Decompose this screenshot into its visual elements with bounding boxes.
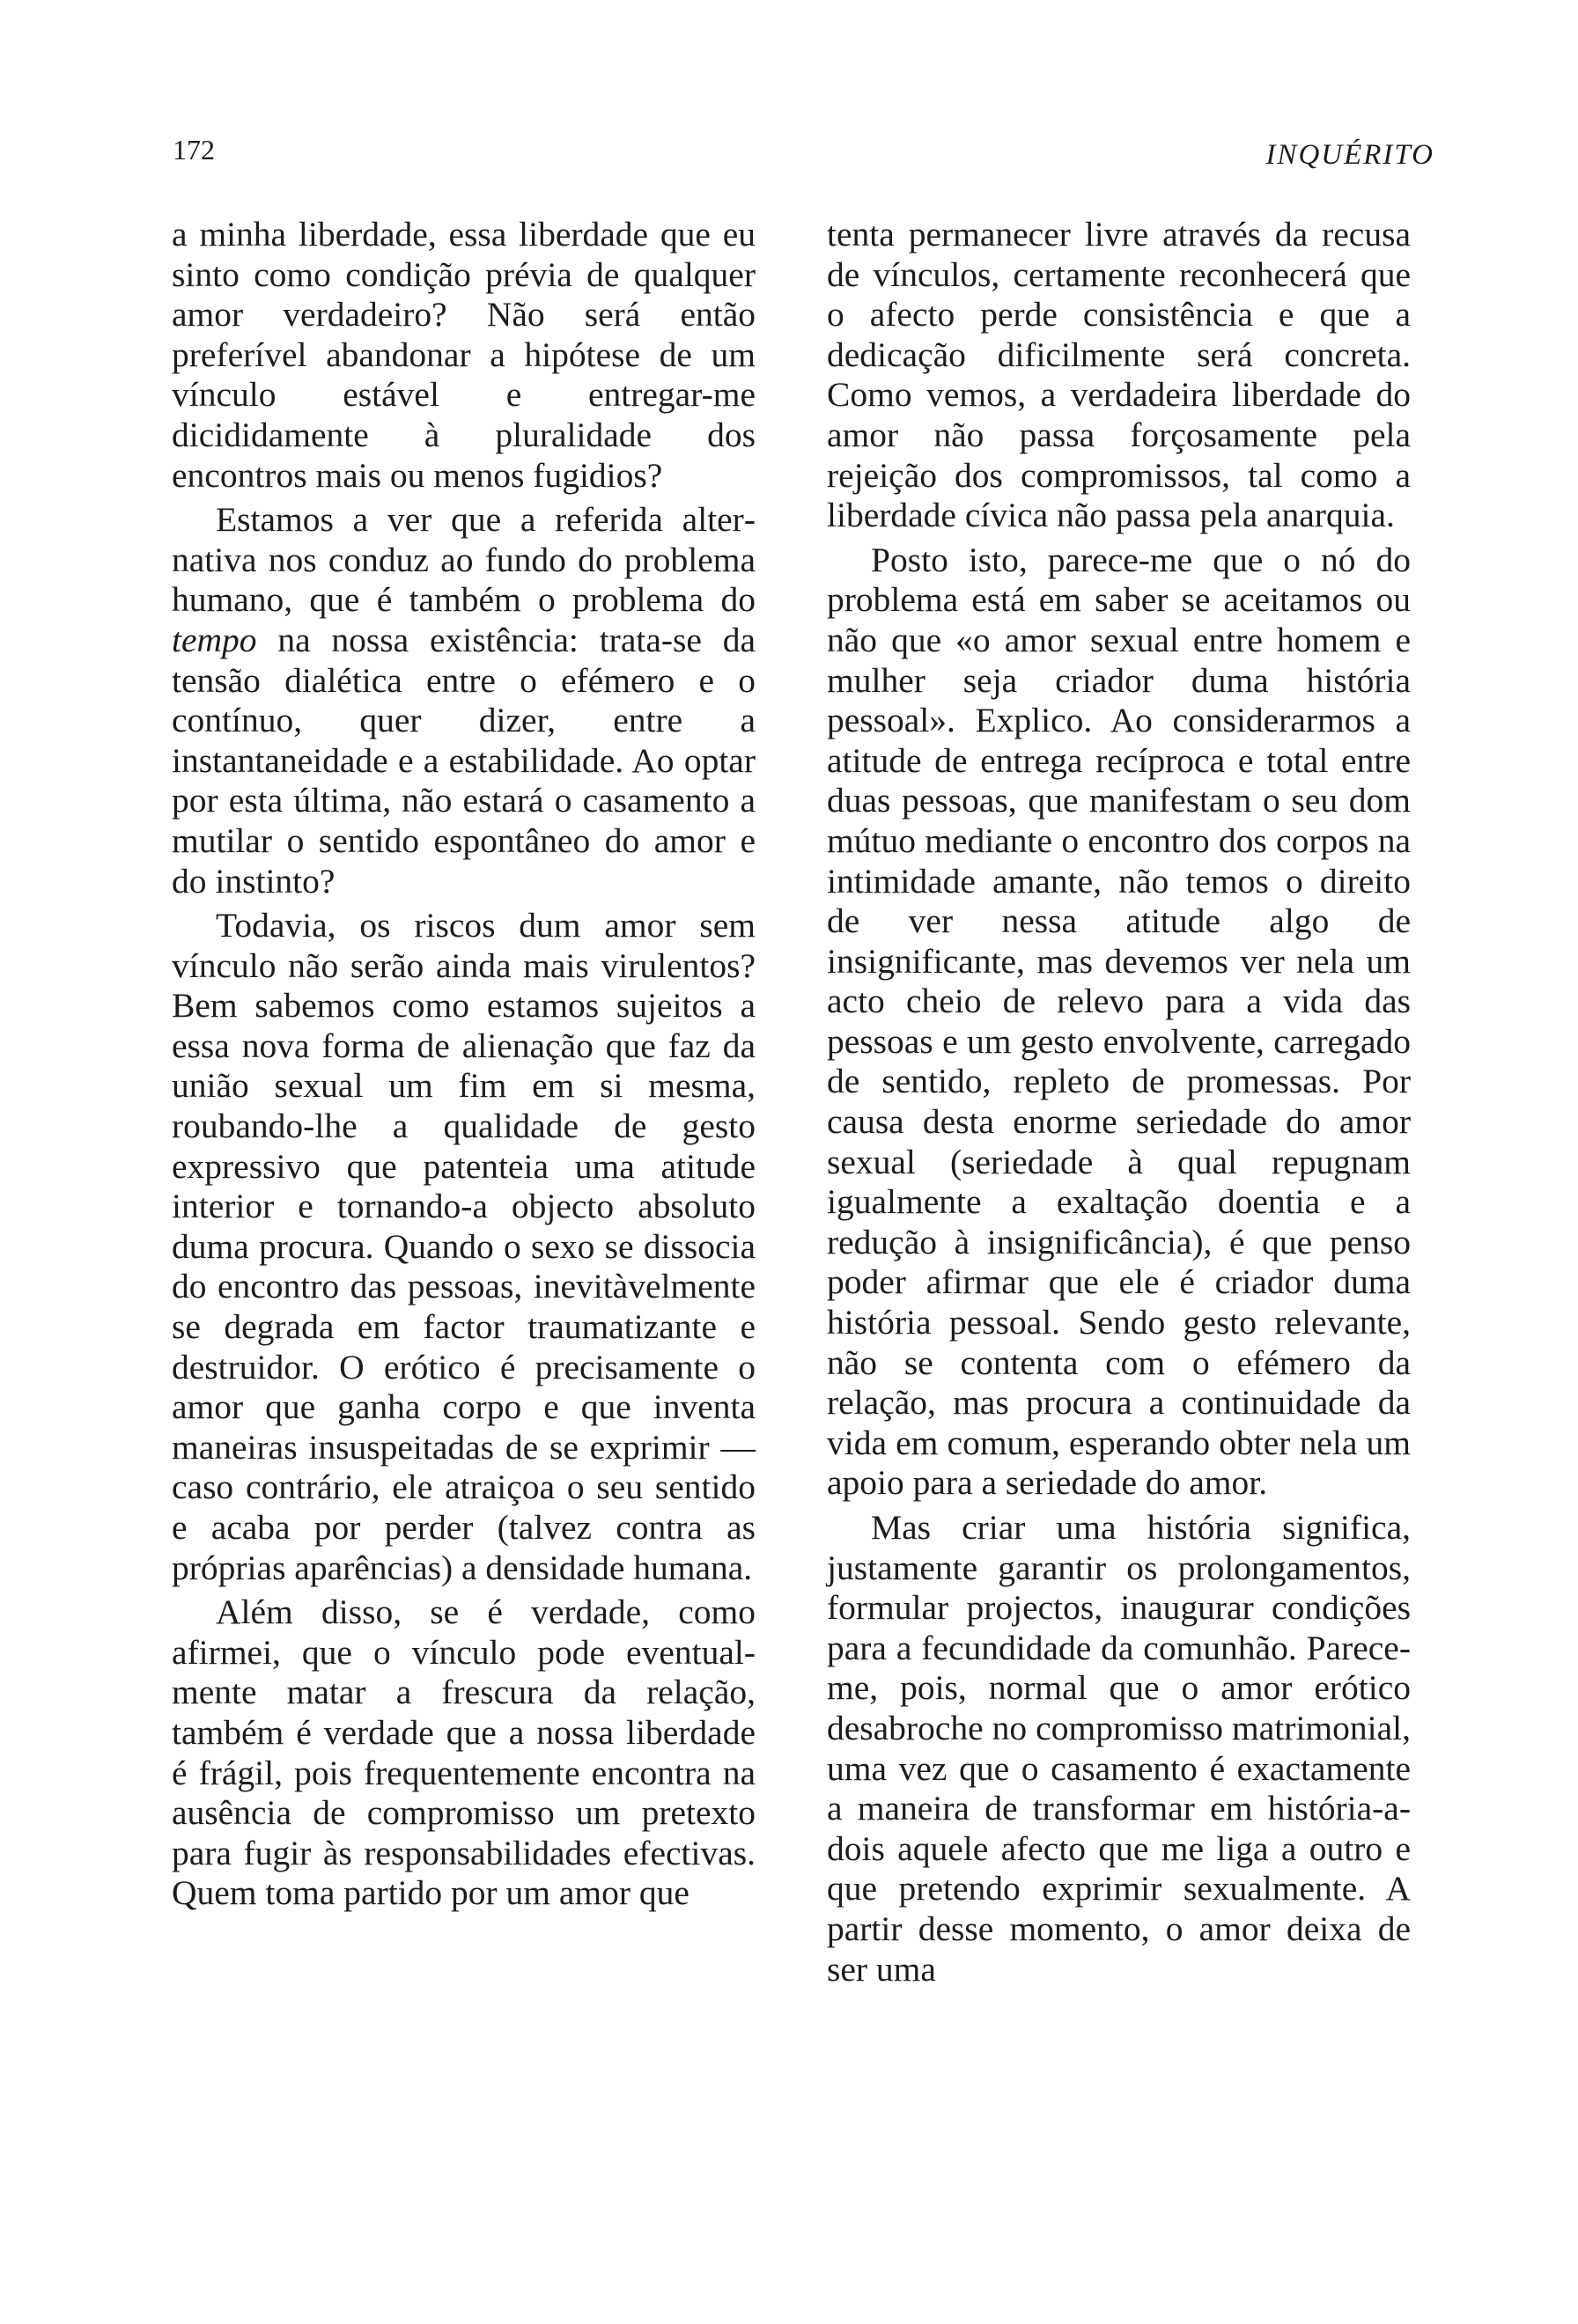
left-column	[172, 215, 756, 1914]
paragraph: a minha liberdade, essa liberdade que eu sinto como condição prévia de qualquer amor verdadeiro? Não será então preferível abandonar a hipótese de um vínculo estável e entregar-me dicididamente à pluralidade dos encontros mais ou menos fugidios?	[172, 215, 756, 495]
paragraph: tenta permanecer livre através da recusa de vínculos, certamente reconhecerá que o afecto perde consistência e que a dedicação dificilmente será concreta. Como vemos, a verdadeira liberdade do amor não passa forçosamente pela rejeição dos compromissos, tal como a liberdade cívica não passa pela anarquia.	[827, 215, 1411, 535]
italic-term: tempo	[172, 620, 257, 659]
running-head: INQUÉRITO	[1265, 139, 1434, 171]
paragraph: Posto isto, parece-me que o nó do problema está em saber se aceitamos ou não que «o amor sexual entre homem e mulher seja criador duma história pessoal». Explico. Ao considerarmos a atitude de entrega recíproca e total entre duas pessoas, que manifestam o seu dom mútuo mediante o encontro dos corpos na intimidade amante, não temos o direito de ver nessa atitude algo de insignificante, mas devemos ver nela um acto cheio de relevo para a vida das pessoas e um gesto envolvente, carregado de sentido, repleto de promessas. Por causa desta enorme seriedade do amor sexual (seriedade à qual repugnam igualmente a exaltação doentia e a redução à insignificância), é que penso poder afirmar que ele é criador duma história pessoal. Sendo gesto relevante, não se contenta com o efémero da relação, mas procura a continuidade da vida em comum, esperando obter nela um apoio para a seriedade do amor.	[827, 540, 1411, 1503]
right-column	[827, 215, 1411, 1989]
paragraph: Estamos a ver que a referida alternativa nos conduz ao fundo do problema humano, que é também o problema do tempo na nossa existência: trata-se da tensão dialética entre o efémero e o contínuo, quer dizer, entre a instantaneidade e a estabilidade. Ao optar por esta última, não estará o casamento a mutilar o sentido espontâneo do amor e do instinto?	[172, 500, 756, 901]
paragraph: Mas criar uma história significa, justamente garantir os prolongamentos, formular projectos, inaugurar condições para a fecundidade da comunhão. Parece-me, pois, normal que o amor erótico desabroche no compromisso matrimonial, uma vez que o casamento é exactamente a maneira de transformar em história-a-dois aquele afecto que me liga a outro e que pretendo exprimir sexualmente. A partir desse momento, o amor deixa de ser uma	[827, 1508, 1411, 1989]
page-number: 172	[173, 134, 215, 165]
paragraph: Além disso, se é verdade, como afirmei, que o vínculo pode eventualmente matar a frescura da relação, também é verdade que a nossa liberdade é frágil, pois frequentemente encontra na ausência de compromisso um pretexto para fugir às responsabilidades efectivas. Quem toma partido por um amor que	[172, 1592, 756, 1913]
paragraph: Todavia, os riscos dum amor sem vínculo não serão ainda mais virulentos? Bem sabemos como estamos sujeitos a essa nova forma de alienação que faz da união sexual um fim em si mesma, roubando-lhe a qualidade de gesto expressivo que patenteia uma atitude interior e tornando-a objecto absoluto duma procura. Quando o sexo se dissocia do encontro das pessoas, inevitàvelmente se degrada em factor traumatizante e destruidor. O erótico é precisamente o amor que ganha corpo e que inventa maneiras insuspeitadas de se exprimir — caso contrário, ele atraiçoa o seu sentido e acaba por perder (talvez contra as próprias aparências) a densidade humana.	[172, 906, 756, 1587]
